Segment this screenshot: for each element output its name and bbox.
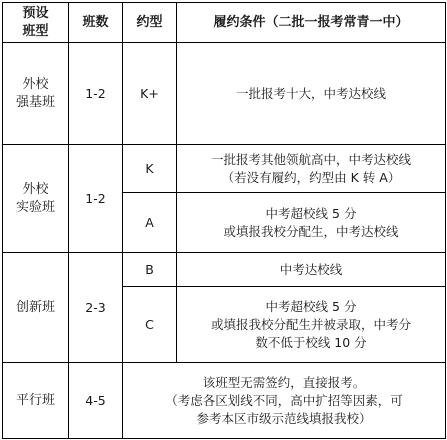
header-class-count: 班数 [69,3,123,43]
header-preset-class: 预设 班型 [3,3,69,43]
condition-k-plus: 一批报考十大，中考达校线 [177,43,446,145]
condition-parallel: 该班型无需签约，直接报考。 （考虑各区划线不同，高中扩招等因素，可 参考本区市级示范线填报我校） [123,363,446,439]
class-name-strong-base: 外校 强基班 [3,43,69,145]
condition-c: 中考超校线 5 分 或填报我校分配生并被录取，中考分 数不低于校线 10 分 [177,287,446,363]
condition-b: 中考达校线 [177,253,446,287]
type-a: A [123,193,177,253]
type-k: K [123,145,177,193]
type-c: C [123,287,177,363]
type-k-plus: K+ [123,43,177,145]
row-innovation-b [3,253,446,287]
condition-a: 中考超校线 5 分 或填报我校分配生，中考达校线 [177,193,446,253]
row-experimental-k [3,145,446,193]
count-innovation: 2-3 [69,253,123,363]
header-conditions: 履约条件（二批一报考常青一中） [177,3,446,43]
count-experimental: 1-2 [69,145,123,253]
condition-k: 一批报考其他领航高中，中考达校线 （若没有履约，约型由 K 转 A） [177,145,446,193]
row-strong-base [3,43,446,145]
count-strong-base: 1-2 [69,43,123,145]
class-name-parallel: 平行班 [3,363,69,439]
contract-table [2,2,446,439]
class-name-experimental: 外校 实验班 [3,145,69,253]
row-parallel [3,363,446,439]
type-b: B [123,253,177,287]
header-contract-type: 约型 [123,3,177,43]
count-parallel: 4-5 [69,363,123,439]
header-row [3,3,446,43]
class-name-innovation: 创新班 [3,253,69,363]
